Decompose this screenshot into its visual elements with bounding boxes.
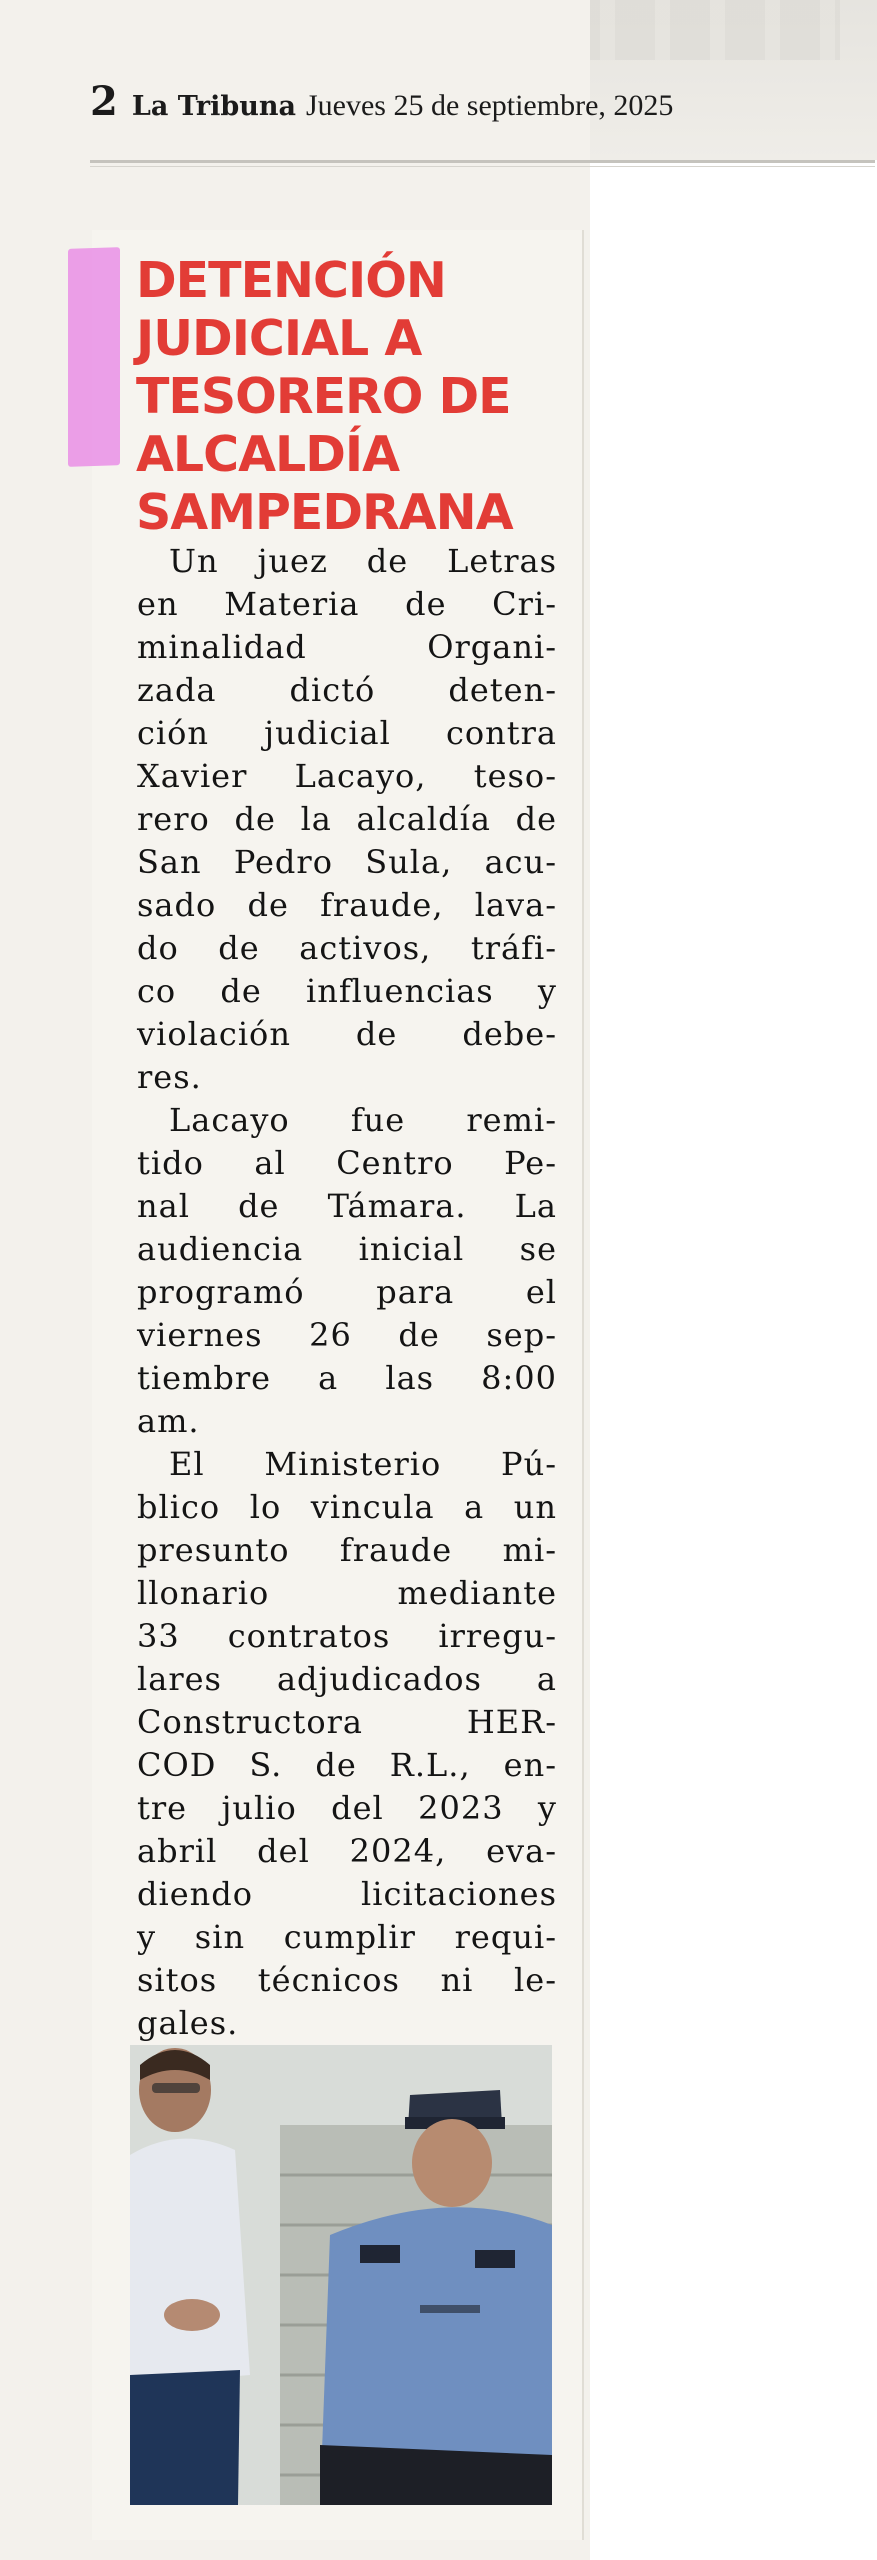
body-line: y sin cumplir requi- <box>137 1918 557 1956</box>
publication-name: La Tribuna <box>131 91 296 122</box>
body-line: Constructora HER- <box>137 1703 557 1741</box>
body-line: San Pedro Sula, acu- <box>137 843 557 881</box>
body-line: audiencia inicial se <box>137 1230 557 1268</box>
body-line: Xavier Lacayo, teso- <box>137 757 557 795</box>
body-line: zada dictó deten- <box>137 671 557 709</box>
body-line: res. <box>137 1058 202 1096</box>
body-line: en Materia de Cri- <box>137 585 557 623</box>
body-line: programó para el <box>137 1273 557 1311</box>
body-line: blico lo vincula a un <box>137 1488 557 1526</box>
body-line: do de activos, tráfi- <box>137 929 557 967</box>
headline-line: ALCALDÍA <box>136 426 400 483</box>
page-number: 2 <box>90 78 118 125</box>
headline-line: SAMPEDRANA <box>136 484 513 541</box>
blank-margin <box>590 160 877 2560</box>
body-line: lares adjudicados a <box>137 1660 557 1698</box>
page-folio <box>90 78 674 125</box>
publication-date: Jueves 25 de septiembre, 2025 <box>305 89 674 122</box>
article-headline <box>136 252 556 542</box>
body-line: violación de debe- <box>137 1015 557 1053</box>
body-line: minalidad Organi- <box>137 628 557 666</box>
header-rule-thin <box>90 166 875 167</box>
header-rule <box>90 160 875 163</box>
body-line: nal de Támara. La <box>137 1187 557 1225</box>
body-line: COD S. de R.L., en- <box>137 1746 557 1784</box>
body-line: 33 contratos irregu- <box>137 1617 557 1655</box>
body-line: viernes 26 de sep- <box>137 1316 557 1354</box>
body-line: Lacayo fue remi- <box>169 1101 557 1139</box>
body-line: tido al Centro Pe- <box>137 1144 557 1182</box>
article-body <box>137 540 557 2045</box>
headline-line: DETENCIÓN <box>136 252 446 309</box>
body-line: presunto fraude mi- <box>137 1531 557 1569</box>
headline-line: TESORERO DE <box>136 368 511 425</box>
body-line: sitos técnicos ni le- <box>137 1961 557 1999</box>
headline-line: JUDICIAL A <box>136 310 422 367</box>
body-line: ción judicial contra <box>137 714 557 752</box>
body-line: co de influencias y <box>137 972 557 1010</box>
body-line: rero de la alcaldía de <box>137 800 557 838</box>
body-line: gales. <box>137 2004 239 2042</box>
body-line: diendo licitaciones <box>137 1875 557 1913</box>
body-line: sado de fraude, lava- <box>137 886 557 924</box>
body-line: tre julio del 2023 y <box>137 1789 557 1827</box>
body-line: abril del 2024, eva- <box>137 1832 557 1870</box>
body-line: tiembre a las 8:00 <box>137 1359 557 1397</box>
news-photo <box>130 2045 552 2505</box>
photo-illustration <box>130 2045 552 2505</box>
highlighter-mark <box>68 247 120 467</box>
body-line: Un juez de Letras <box>169 542 557 580</box>
body-line: llonario mediante <box>137 1574 557 1612</box>
body-line: am. <box>137 1402 200 1440</box>
body-line: El Ministerio Pú- <box>169 1445 557 1483</box>
